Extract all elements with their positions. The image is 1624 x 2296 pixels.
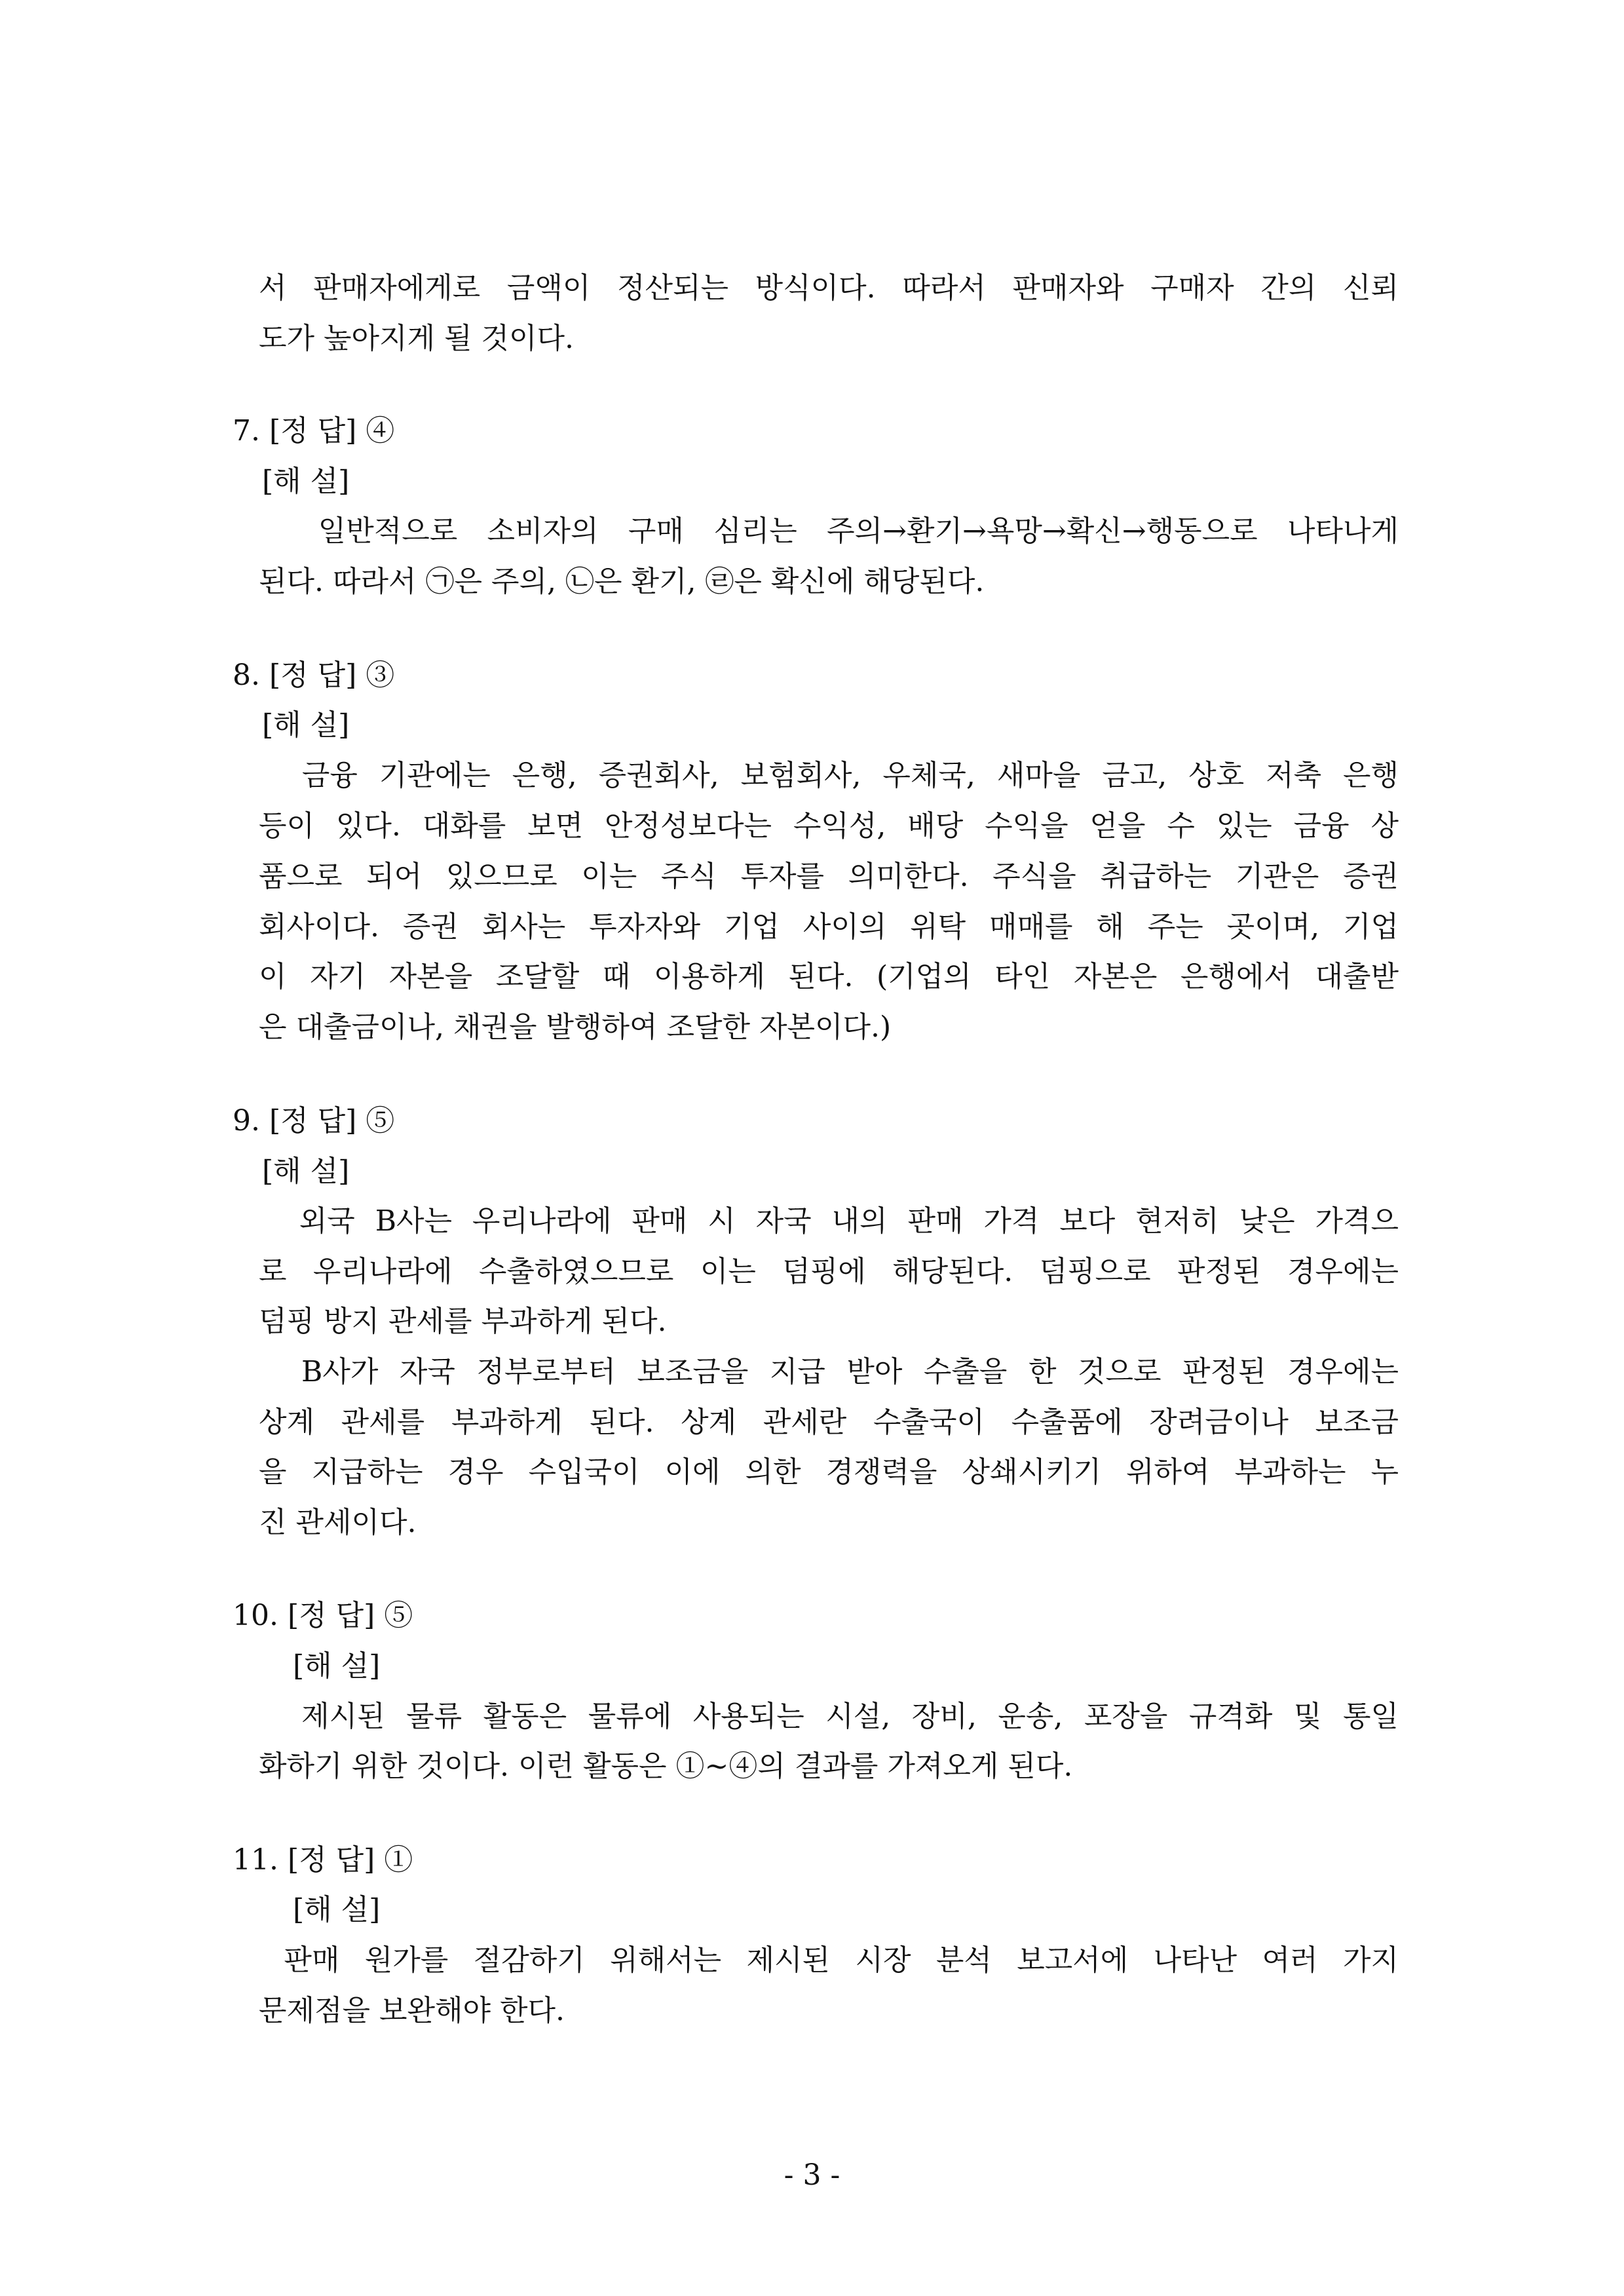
- question-7-explanation-label: [해 설]: [262, 465, 350, 498]
- question-9-line-1: 외국 B사는 우리나라에 판매 시 자국 내의 판매 가격 보다 현저히 낮은 가격으: [259, 1204, 1399, 1238]
- question-7-line-2: 된다. 따라서 ㉠은 주의, ㉡은 환기, ㉣은 확신에 해당된다.: [259, 565, 985, 598]
- intro-line-2: 도가 높아지게 될 것이다.: [259, 322, 574, 355]
- question-11-line-1: 판매 원가를 절감하기 위해서는 제시된 시장 분석 보고서에 나타난 여러 가지: [259, 1943, 1399, 1977]
- question-10-answer-heading: 10. [정 답] ⑤: [233, 1599, 413, 1632]
- question-9-line-4: B사가 자국 정부로부터 보조금을 지급 받아 수출을 한 것으로 판정된 경우에는: [259, 1355, 1399, 1388]
- question-9-line-6: 을 지급하는 경우 수입국이 이에 의한 경쟁력을 상쇄시키기 위하여 부과하는 누: [259, 1455, 1399, 1489]
- question-8-line-4: 회사이다. 증권 회사는 투자자와 기업 사이의 위탁 매매를 해 주는 곳이며, 기업: [259, 910, 1399, 944]
- question-10-line-2: 화하기 위한 것이다. 이런 활동은 ①~④의 결과를 가져오게 된다.: [259, 1750, 1073, 1783]
- question-9-line-5: 상계 관세를 부과하게 된다. 상계 관세란 수출국이 수출품에 장려금이나 보조금: [259, 1406, 1399, 1439]
- page-number: - 3 -: [784, 2158, 840, 2192]
- question-8-line-6: 은 대출금이나, 채권을 발행하여 조달한 자본이다.): [259, 1010, 892, 1044]
- question-9-explanation-label: [해 설]: [262, 1155, 350, 1188]
- question-10-line-1: 제시된 물류 활동은 물류에 사용되는 시설, 장비, 운송, 포장을 규격화 및 통일: [259, 1700, 1399, 1733]
- intro-line-1: 서 판매자에게로 금액이 정산되는 방식이다. 따라서 판매자와 구매자 간의 신뢰: [259, 271, 1399, 305]
- question-9-line-7: 진 관세이다.: [259, 1506, 417, 1539]
- question-7-answer-heading: 7. [정 답] ④: [233, 414, 395, 448]
- question-8-line-1: 금융 기관에는 은행, 증권회사, 보험회사, 우체국, 새마을 금고, 상호 저축 은행: [259, 759, 1399, 792]
- question-11-explanation-label: [해 설]: [293, 1893, 381, 1926]
- question-9-line-2: 로 우리나라에 수출하였으므로 이는 덤핑에 해당된다. 덤핑으로 판정된 경우에는: [259, 1255, 1399, 1288]
- question-7-line-1: 일반적으로 소비자의 구매 심리는 주의→환기→욕망→확신→행동으로 나타나게: [259, 514, 1399, 548]
- question-9-line-3: 덤핑 방지 관세를 부과하게 된다.: [259, 1305, 667, 1338]
- question-8-line-3: 품으로 되어 있으므로 이는 주식 투자를 의미한다. 주식을 취급하는 기관은 증권: [259, 860, 1399, 893]
- question-11-line-2: 문제점을 보완해야 한다.: [259, 1994, 565, 2027]
- question-8-answer-heading: 8. [정 답] ③: [233, 659, 395, 692]
- question-9-answer-heading: 9. [정 답] ⑤: [233, 1104, 395, 1138]
- question-8-line-5: 이 자기 자본을 조달할 때 이용하게 된다. (기업의 타인 자본은 은행에서 대출받: [259, 960, 1399, 993]
- question-10-explanation-label: [해 설]: [293, 1649, 381, 1683]
- question-8-explanation-label: [해 설]: [262, 708, 350, 742]
- question-11-answer-heading: 11. [정 답] ①: [233, 1843, 413, 1877]
- question-8-line-2: 등이 있다. 대화를 보면 안정성보다는 수익성, 배당 수익을 얻을 수 있는 금융 상: [259, 809, 1399, 843]
